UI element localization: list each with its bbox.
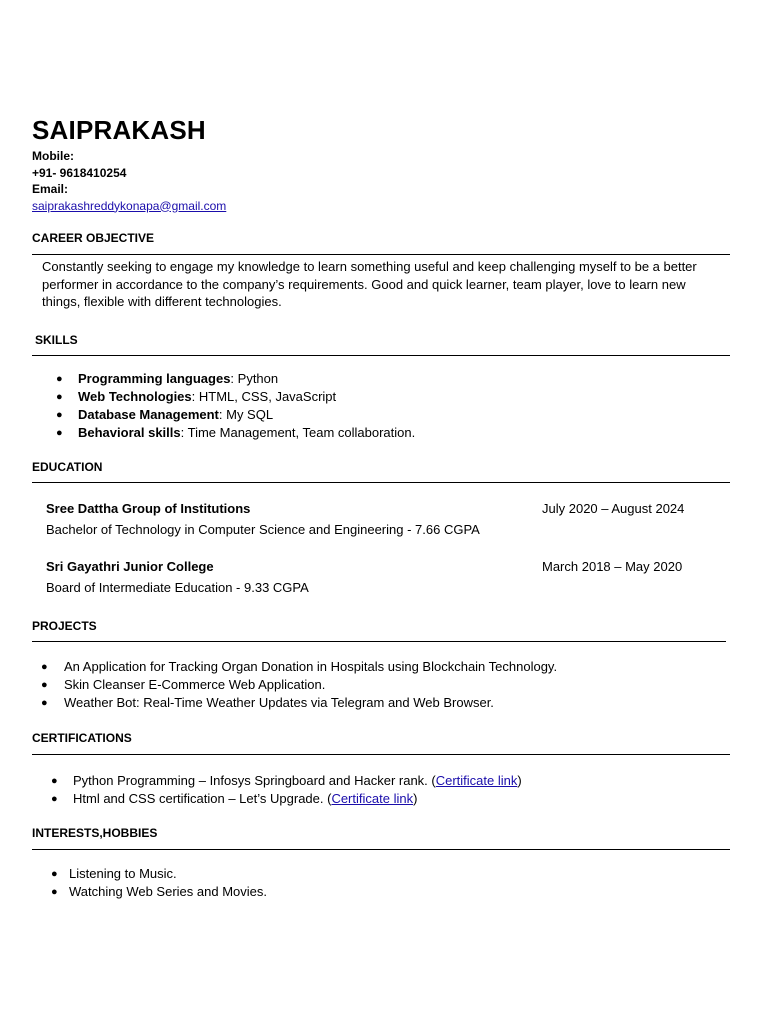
skill-value: : HTML, CSS, JavaScript (191, 389, 337, 404)
project-text: An Application for Tracking Organ Donation in Hospitals using Blockchain Technology. (64, 659, 558, 674)
interests-heading: INTERESTS,HOBBIES (32, 826, 158, 840)
bullet-icon: ● (56, 409, 63, 421)
certificate-link[interactable]: Certificate link (331, 791, 414, 806)
bullet-icon: ● (56, 373, 63, 385)
list-item (41, 676, 557, 694)
certifications-heading: CERTIFICATIONS (32, 731, 132, 745)
mobile-number: +91- 9618410254 (32, 165, 127, 180)
education-dates: July 2020 – August 2024 (542, 501, 685, 516)
skill-value: : Time Management, Team collaboration. (180, 425, 416, 440)
project-text: Weather Bot: Real-Time Weather Updates via Telegram and Web Browser. (64, 695, 494, 710)
skill-label: Programming languages (78, 371, 231, 386)
skill-value: : Python (230, 371, 279, 386)
bullet-icon: ● (51, 886, 58, 898)
list-item (56, 388, 415, 406)
section-divider (32, 849, 730, 850)
project-text: Skin Cleanser E-Commerce Web Application. (64, 677, 326, 692)
list-item (41, 694, 557, 712)
list-item (56, 406, 415, 424)
education-entry (46, 558, 696, 576)
section-divider (32, 754, 730, 755)
certification-text: Python Programming – Infosys Springboard and Hacker rank. ( (73, 773, 436, 788)
education-detail: Bachelor of Technology in Computer Science and Engineering - 7.66 CGPA (46, 522, 480, 537)
projects-list (41, 658, 557, 712)
list-item (51, 883, 267, 901)
skill-label: Behavioral skills (78, 425, 181, 440)
bullet-icon: ● (56, 391, 63, 403)
education-entry (46, 500, 696, 518)
interest-text: Watching Web Series and Movies. (69, 884, 267, 899)
certificate-link[interactable]: Certificate link (435, 773, 518, 788)
career-objective-text: Constantly seeking to engage my knowledge to learn something useful and keep challenging myself to be a better performer in accordance to the company’s requirements. Good and quick learner, team player, love to learn new things, flexible with different technologies. (42, 259, 697, 309)
interests-list (51, 865, 267, 901)
skill-label: Web Technologies (78, 389, 192, 404)
mobile-label: Mobile: (32, 149, 74, 163)
bullet-icon: ● (51, 868, 58, 880)
certifications-list (51, 772, 522, 808)
list-item (56, 424, 415, 442)
candidate-name: SAIPRAKASH (32, 115, 206, 145)
interest-text: Listening to Music. (69, 866, 177, 881)
list-item (56, 370, 415, 388)
list-item (51, 790, 522, 808)
list-item (51, 772, 522, 790)
email-link[interactable]: saiprakashreddykonapa@gmail.com (32, 198, 227, 213)
institution-name: Sree Dattha Group of Institutions (46, 501, 251, 516)
bullet-icon: ● (41, 661, 48, 673)
education-dates: March 2018 – May 2020 (542, 559, 683, 574)
certification-close: ) (517, 773, 522, 788)
section-divider (32, 641, 726, 642)
list-item (41, 658, 557, 676)
certification-close: ) (413, 791, 418, 806)
skill-label: Database Management (78, 407, 219, 422)
section-divider (32, 482, 730, 483)
skills-heading: SKILLS (35, 333, 78, 347)
list-item (51, 865, 267, 883)
projects-heading: PROJECTS (32, 619, 97, 633)
education-detail: Board of Intermediate Education - 9.33 CGPA (46, 580, 309, 595)
institution-name: Sri Gayathri Junior College (46, 559, 214, 574)
career-objective-heading: CAREER OBJECTIVE (32, 231, 155, 245)
skill-value: : My SQL (218, 407, 274, 422)
skills-list (56, 370, 415, 442)
email-label: Email: (32, 182, 69, 196)
contact-block (32, 148, 226, 214)
bullet-icon: ● (51, 775, 58, 787)
education-heading: EDUCATION (32, 460, 103, 474)
bullet-icon: ● (56, 427, 63, 439)
bullet-icon: ● (51, 793, 58, 805)
section-divider (32, 355, 730, 356)
bullet-icon: ● (41, 679, 48, 691)
bullet-icon: ● (41, 697, 48, 709)
certification-text: Html and CSS certification – Let’s Upgrade. ( (73, 791, 332, 806)
section-divider (32, 254, 730, 255)
